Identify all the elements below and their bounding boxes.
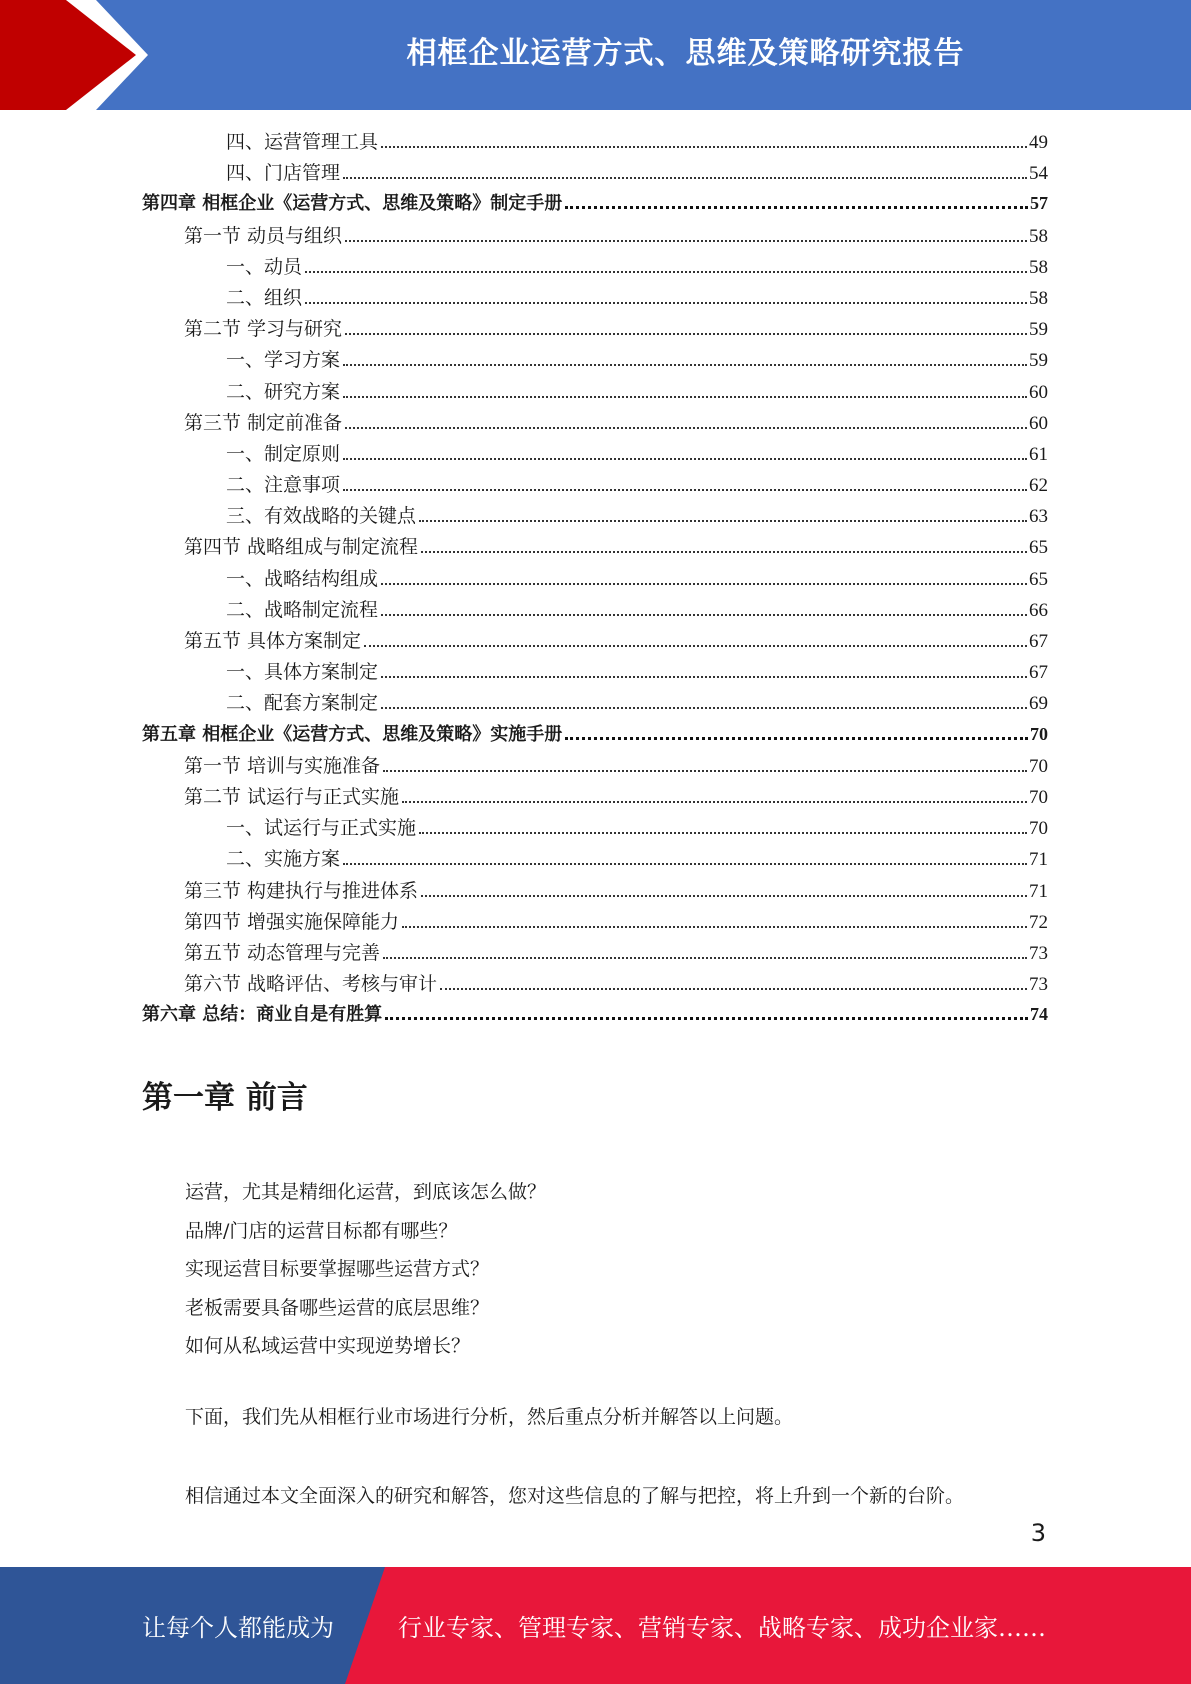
toc-entry-title: 三、有效战略的关键点 [226, 505, 417, 528]
toc-dot-leader [343, 863, 1027, 865]
question-list [185, 1173, 546, 1366]
toc-dot-leader [402, 926, 1027, 928]
toc-entry-page: 70 [1029, 786, 1048, 808]
toc-dot-leader [343, 177, 1027, 179]
toc-entry-page: 70 [1029, 818, 1048, 840]
toc-entry-title: 二、实施方案 [226, 848, 341, 871]
toc-entry-title: 二、配套方案制定 [226, 692, 379, 715]
toc-dot-leader [343, 396, 1027, 398]
table-of-contents [142, 127, 1048, 1031]
toc-entry-page: 59 [1029, 319, 1048, 341]
toc-entry-page: 73 [1029, 942, 1048, 964]
toc-entry[interactable] [142, 532, 1048, 563]
chapter-title: 第一章 前言 [142, 1080, 308, 1116]
toc-entry[interactable] [142, 501, 1048, 532]
toc-entry-title: 第五章 相框企业《运营方式、思维及策略》实施手册 [142, 723, 563, 745]
toc-entry-title: 一、试运行与正式实施 [226, 817, 417, 840]
toc-dot-leader [385, 1017, 1028, 1020]
toc-entry[interactable] [142, 252, 1048, 283]
question-line: 品牌/门店的运营目标都有哪些？ [185, 1219, 458, 1242]
toc-entry[interactable] [142, 751, 1048, 782]
toc-entry-title: 四、门店管理 [226, 162, 341, 185]
toc-entry-page: 67 [1029, 631, 1048, 652]
toc-dot-leader [381, 583, 1027, 585]
page-number: 3 [1030, 1519, 1046, 1547]
toc-entry-page: 71 [1029, 849, 1048, 871]
toc-entry[interactable] [142, 595, 1048, 626]
toc-entry-title: 一、战略结构组成 [226, 567, 379, 590]
toc-entry-page: 63 [1029, 506, 1048, 528]
toc-dot-leader [343, 364, 1027, 366]
toc-entry[interactable] [142, 377, 1048, 408]
toc-dot-leader [421, 551, 1027, 553]
footer-slogan-right: 行业专家、管理专家、营销专家、战略专家、成功企业家…… [398, 1614, 1046, 1642]
toc-entry-title: 第三节 制定前准备 [184, 411, 343, 434]
toc-entry[interactable] [142, 345, 1048, 376]
toc-entry-title: 第二节 试运行与正式实施 [184, 785, 400, 808]
toc-entry-title: 第四节 战略组成与制定流程 [184, 536, 419, 559]
toc-entry-title: 第四节 增强实施保障能力 [184, 910, 400, 933]
toc-entry-title: 第六节 战略评估、考核与审计 [184, 973, 438, 996]
toc-dot-leader [305, 302, 1027, 304]
toc-entry[interactable] [142, 189, 1048, 220]
toc-entry-title: 第二节 学习与研究 [184, 318, 343, 341]
toc-dot-leader [421, 895, 1027, 897]
toc-entry-title: 第六章 总结：商业自是有胜算 [142, 1004, 383, 1026]
toc-dot-leader [419, 832, 1027, 834]
toc-dot-leader [383, 770, 1027, 772]
toc-entry-title: 一、学习方案 [226, 349, 341, 372]
toc-entry-page: 49 [1029, 132, 1048, 153]
toc-entry-page: 65 [1029, 537, 1048, 559]
toc-entry-title: 一、具体方案制定 [226, 661, 379, 684]
toc-entry-page: 58 [1029, 256, 1048, 278]
toc-entry[interactable] [142, 470, 1048, 501]
toc-entry-page: 73 [1029, 974, 1048, 996]
toc-dot-leader [345, 333, 1027, 335]
toc-entry[interactable] [142, 158, 1048, 189]
toc-entry-page: 61 [1029, 443, 1048, 465]
toc-entry[interactable] [142, 564, 1048, 595]
toc-dot-leader [565, 737, 1028, 740]
toc-entry-title: 第三节 构建执行与推进体系 [184, 879, 419, 902]
toc-entry-page: 66 [1029, 599, 1048, 621]
closing-paragraph: 相信通过本文全面深入的研究和解答，您对这些信息的了解与把控，将上升到一个新的台阶。 [185, 1485, 965, 1507]
toc-entry[interactable] [142, 408, 1048, 439]
toc-entry[interactable] [142, 876, 1048, 907]
toc-dot-leader [345, 240, 1027, 242]
toc-entry-title: 第五节 具体方案制定 [184, 630, 362, 652]
question-line: 实现运营目标要掌握哪些运营方式？ [185, 1258, 490, 1280]
toc-dot-leader [402, 801, 1027, 803]
toc-entry-title: 二、研究方案 [226, 380, 341, 403]
toc-dot-leader [343, 458, 1027, 460]
toc-entry-page: 57 [1030, 193, 1048, 214]
toc-dot-leader [440, 988, 1027, 990]
toc-entry[interactable] [142, 938, 1048, 969]
toc-dot-leader [419, 520, 1027, 522]
toc-entry[interactable] [142, 907, 1048, 938]
question-line: 老板需要具备哪些运营的底层思维？ [185, 1296, 490, 1319]
toc-entry-page: 69 [1029, 693, 1048, 715]
toc-dot-leader [364, 645, 1027, 647]
toc-dot-leader [343, 489, 1027, 491]
toc-entry-title: 第一节 动员与组织 [184, 224, 343, 247]
toc-entry[interactable] [142, 720, 1048, 751]
toc-entry-page: 72 [1029, 911, 1048, 933]
toc-dot-leader [345, 427, 1027, 429]
toc-entry-title: 二、注意事项 [226, 474, 341, 497]
toc-entry-page: 71 [1029, 880, 1048, 902]
toc-entry-title: 一、制定原则 [226, 442, 341, 465]
toc-entry-page: 67 [1029, 662, 1048, 684]
header-title: 相框企业运营方式、思维及策略研究报告 [406, 36, 965, 71]
toc-entry-page: 70 [1029, 755, 1048, 777]
toc-entry[interactable] [142, 813, 1048, 844]
toc-dot-leader [381, 707, 1027, 709]
toc-dot-leader [381, 146, 1027, 148]
page-header [0, 0, 1191, 110]
toc-dot-leader [381, 676, 1027, 678]
toc-entry[interactable] [142, 127, 1048, 158]
toc-entry-page: 74 [1030, 1004, 1048, 1025]
toc-entry-title: 一、动员 [226, 255, 303, 278]
toc-dot-leader [381, 614, 1027, 616]
toc-entry-page: 60 [1029, 381, 1048, 403]
toc-entry-page: 54 [1029, 163, 1048, 185]
question-line: 运营，尤其是精细化运营，到底该怎么做？ [185, 1181, 547, 1203]
toc-dot-leader [305, 271, 1027, 273]
footer-slogan-left: 让每个人都能成为 [142, 1614, 334, 1642]
toc-entry[interactable] [142, 626, 1048, 657]
toc-dot-leader [565, 206, 1028, 209]
page-footer [0, 1567, 1191, 1684]
toc-entry-title: 四、运营管理工具 [226, 131, 379, 153]
toc-entry-title: 第四章 相框企业《运营方式、思维及策略》制定手册 [142, 193, 563, 215]
toc-entry-title: 第一节 培训与实施准备 [184, 754, 381, 777]
toc-entry-page: 62 [1029, 475, 1048, 497]
toc-entry[interactable] [142, 969, 1048, 1000]
toc-entry[interactable] [142, 283, 1048, 314]
toc-entry-page: 65 [1029, 568, 1048, 590]
toc-entry-page: 58 [1029, 225, 1048, 247]
toc-dot-leader [383, 957, 1027, 959]
toc-entry[interactable] [142, 657, 1048, 688]
toc-entry[interactable] [142, 221, 1048, 252]
intro-paragraph: 下面，我们先从相框行业市场进行分析，然后重点分析并解答以上问题。 [185, 1406, 794, 1428]
toc-entry-page: 58 [1029, 287, 1048, 309]
toc-entry[interactable] [142, 439, 1048, 470]
toc-entry[interactable] [142, 844, 1048, 875]
toc-entry[interactable] [142, 688, 1048, 719]
toc-entry-page: 60 [1029, 412, 1048, 434]
toc-entry[interactable] [142, 782, 1048, 813]
toc-entry-title: 二、战略制定流程 [226, 598, 379, 621]
toc-entry[interactable] [142, 314, 1048, 345]
question-line: 如何从私域运营中实现逆势增长？ [185, 1335, 471, 1357]
toc-entry-title: 第五节 动态管理与完善 [184, 941, 381, 964]
toc-entry-title: 二、组织 [226, 286, 303, 309]
toc-entry-page: 70 [1030, 723, 1048, 744]
toc-entry-page: 59 [1029, 350, 1048, 372]
toc-entry[interactable] [142, 1000, 1048, 1031]
